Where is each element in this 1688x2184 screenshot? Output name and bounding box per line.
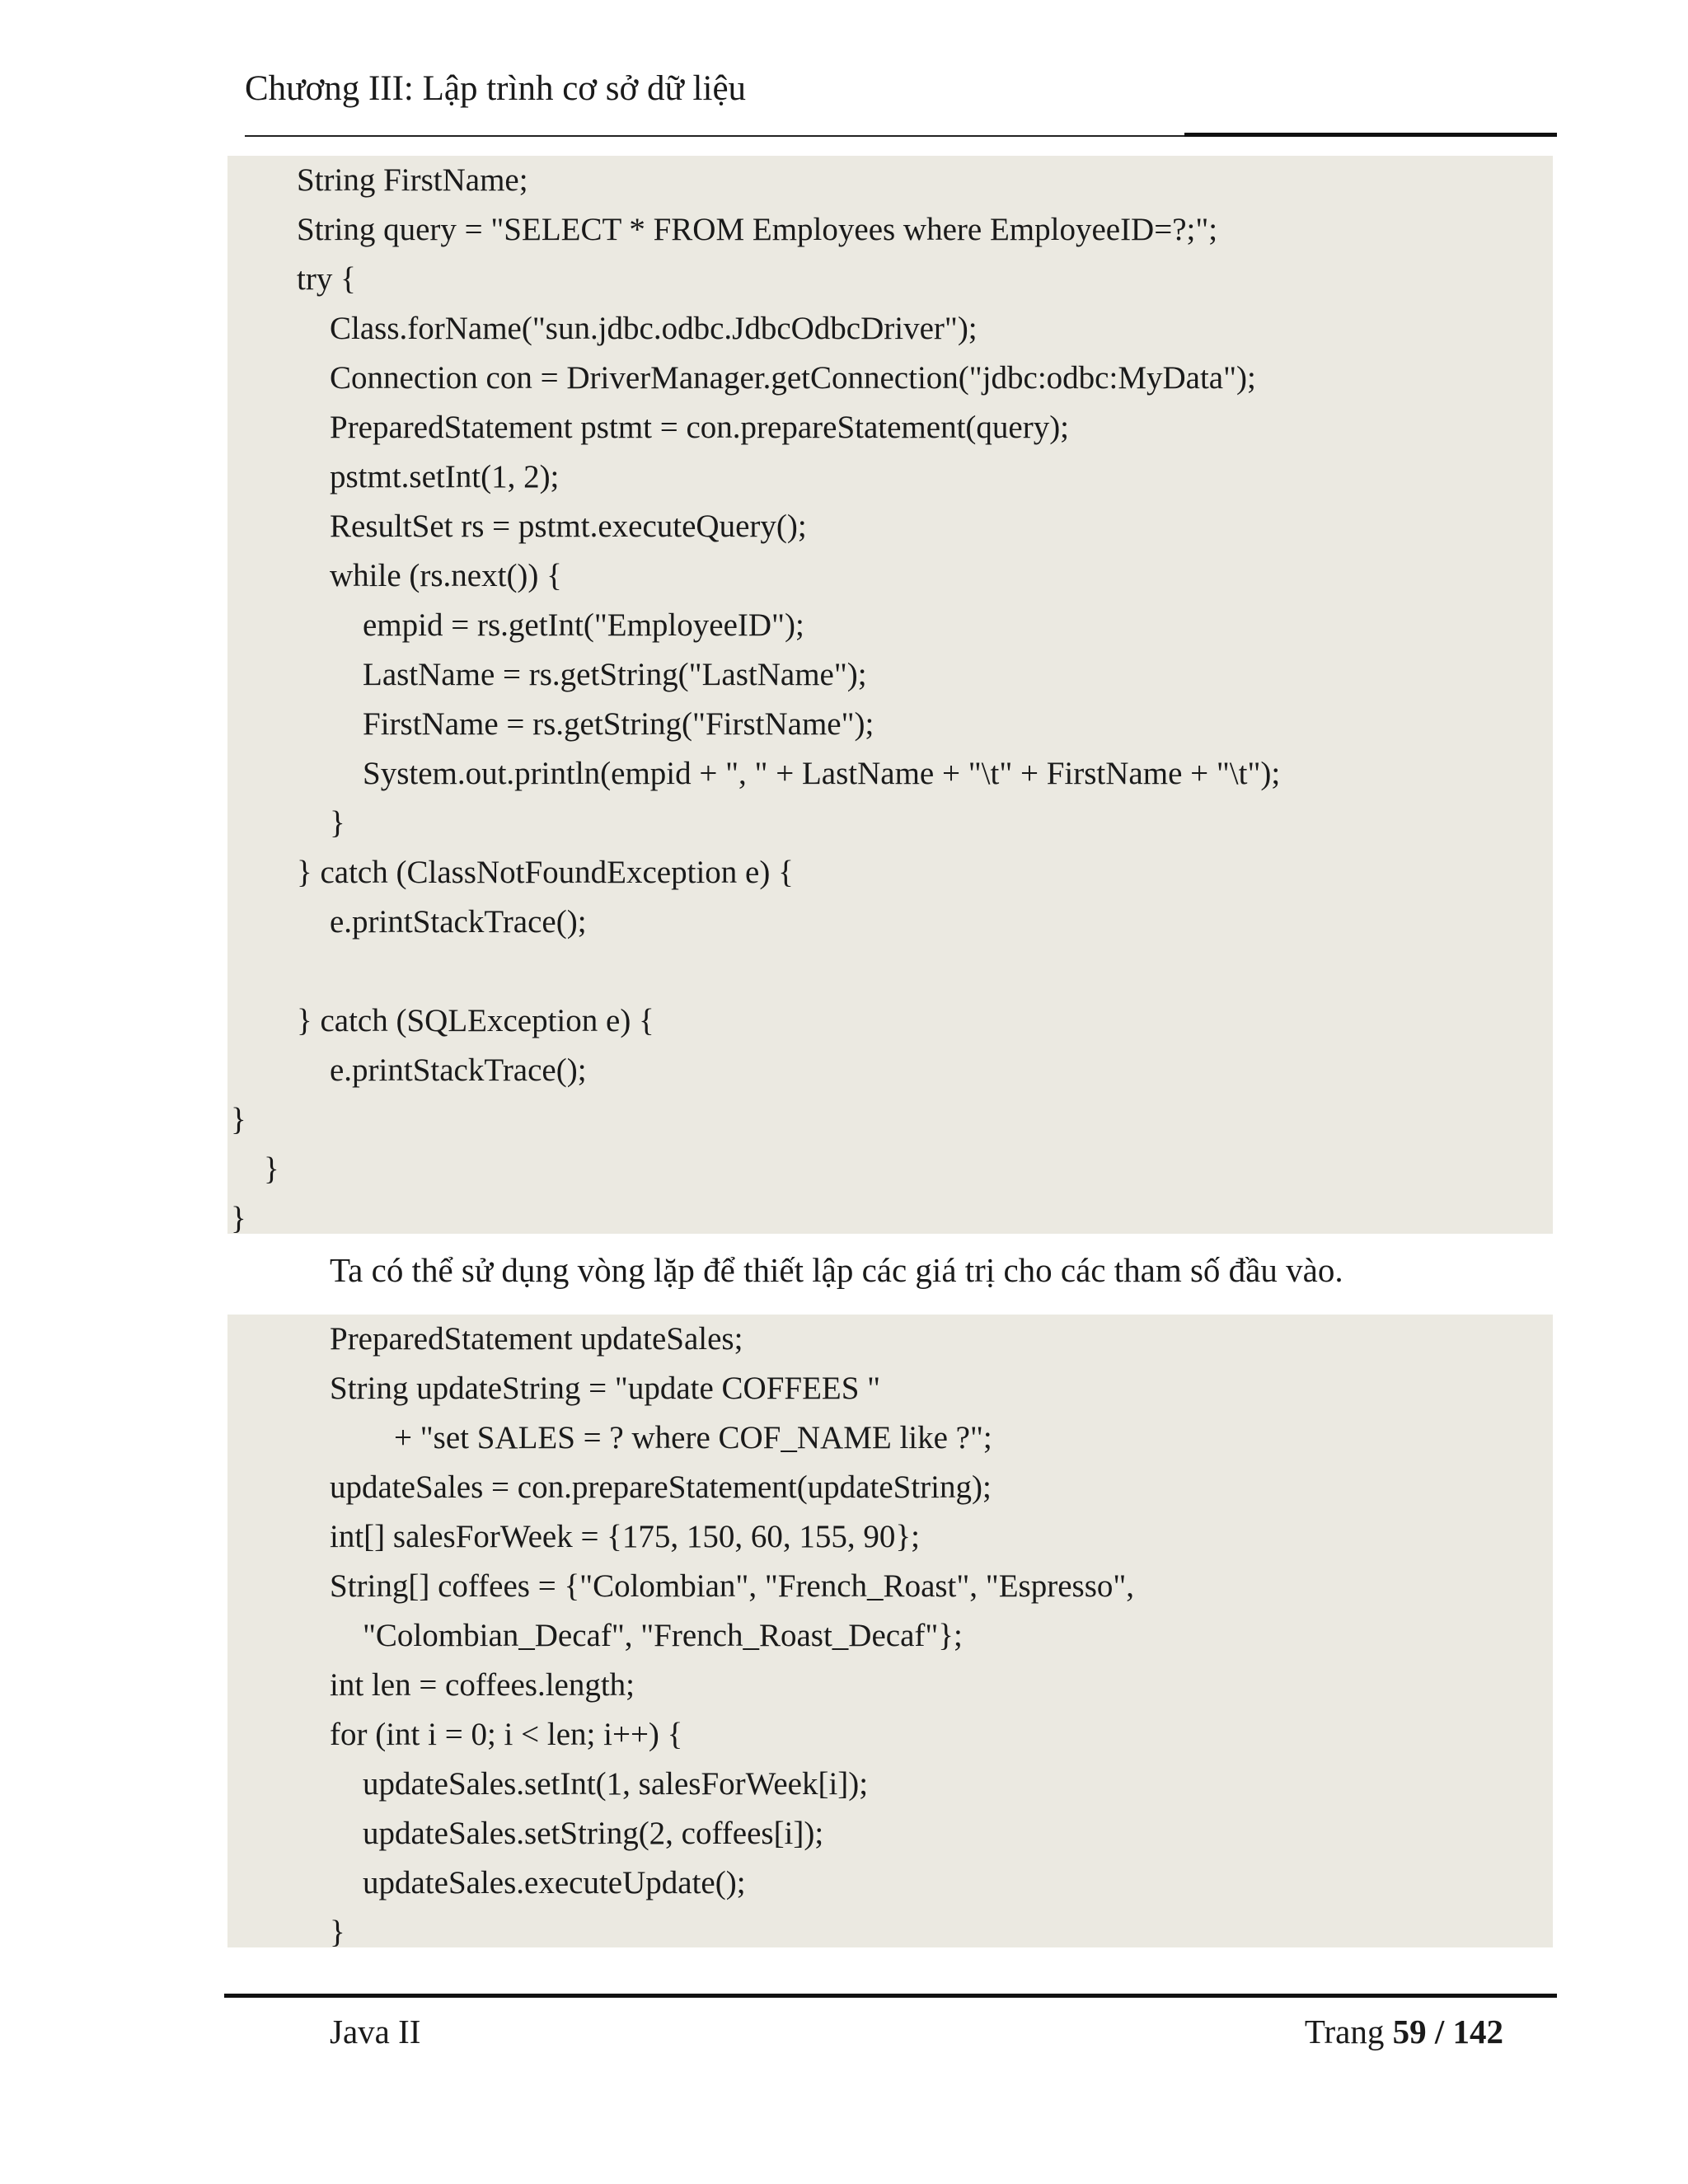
code-line: updateSales.setString(2, coffees[i]);	[363, 1816, 824, 1851]
chapter-title: Chương III: Lập trình cơ sở dữ liệu	[245, 69, 747, 108]
code-block-2	[227, 1315, 1553, 1950]
code-line: System.out.println(empid + ", " + LastName + "\t" + FirstName + "\t");	[363, 756, 1281, 791]
code-line: PreparedStatement updateSales;	[330, 1321, 743, 1357]
code-line: try {	[297, 261, 356, 297]
code-line: int[] salesForWeek = {175, 150, 60, 155, 90};	[330, 1519, 920, 1554]
code-line: } catch (SQLException e) {	[297, 1003, 654, 1038]
header-rule	[245, 135, 1184, 137]
code-line: int len = coffees.length;	[330, 1667, 635, 1703]
code-line: String updateString = "update COFFEES "	[330, 1371, 881, 1406]
footer-rule	[224, 1994, 1557, 1998]
body-paragraph: Ta có thể sử dụng vòng lặp để thiết lập các giá trị cho các tham số đầu vào.	[330, 1251, 1343, 1289]
code-line: empid = rs.getInt("EmployeeID");	[363, 607, 804, 643]
code-line: FirstName = rs.getString("FirstName");	[363, 706, 874, 742]
code-line: }	[330, 1915, 345, 1950]
code-line: String[] coffees = {"Colombian", "French_Roast", "Espresso",	[330, 1568, 1135, 1604]
code-line: }	[330, 805, 345, 841]
page-total: 142	[1452, 2013, 1503, 2050]
code-line: e.printStackTrace();	[330, 904, 587, 940]
code-line: String FirstName;	[297, 162, 528, 198]
code-line: updateSales = con.prepareStatement(updateString);	[330, 1469, 992, 1505]
code-line: pstmt.setInt(1, 2);	[330, 459, 560, 494]
code-line: }	[231, 1102, 246, 1137]
code-line: PreparedStatement pstmt = con.prepareStatement(query);	[330, 410, 1070, 445]
page-current: 59	[1392, 2013, 1427, 2050]
code-line: while (rs.next()) {	[330, 558, 562, 593]
code-line: "Colombian_Decaf", "French_Roast_Decaf"};	[363, 1618, 963, 1653]
code-line: String query = "SELECT * FROM Employees where EmployeeID=?;";	[297, 212, 1218, 247]
page-label: Trang	[1304, 2013, 1385, 2050]
code-line: for (int i = 0; i < len; i++) {	[330, 1717, 683, 1752]
code-line: updateSales.executeUpdate();	[363, 1865, 746, 1900]
header-rule-accent	[1184, 133, 1557, 137]
code-line: } catch (ClassNotFoundException e) {	[297, 855, 794, 890]
code-line: ResultSet rs = pstmt.executeQuery();	[330, 509, 807, 544]
code-line: }	[264, 1151, 279, 1187]
page-separator: /	[1434, 2013, 1445, 2050]
code-block-1	[227, 156, 1553, 1234]
page-number	[1305, 2007, 1503, 2056]
code-line: + "set SALES = ? where COF_NAME like ?";	[394, 1420, 992, 1455]
code-line: Connection con = DriverManager.getConnection("jdbc:odbc:MyData");	[330, 360, 1256, 396]
code-line: Class.forName("sun.jdbc.odbc.JdbcOdbcDriver");	[330, 311, 978, 346]
code-line: }	[231, 1201, 246, 1236]
code-line: updateSales.setInt(1, salesForWeek[i]);	[363, 1766, 869, 1802]
code-line: e.printStackTrace();	[330, 1052, 587, 1088]
course-name: Java II	[330, 2013, 421, 2050]
code-line: LastName = rs.getString("LastName");	[363, 657, 867, 692]
